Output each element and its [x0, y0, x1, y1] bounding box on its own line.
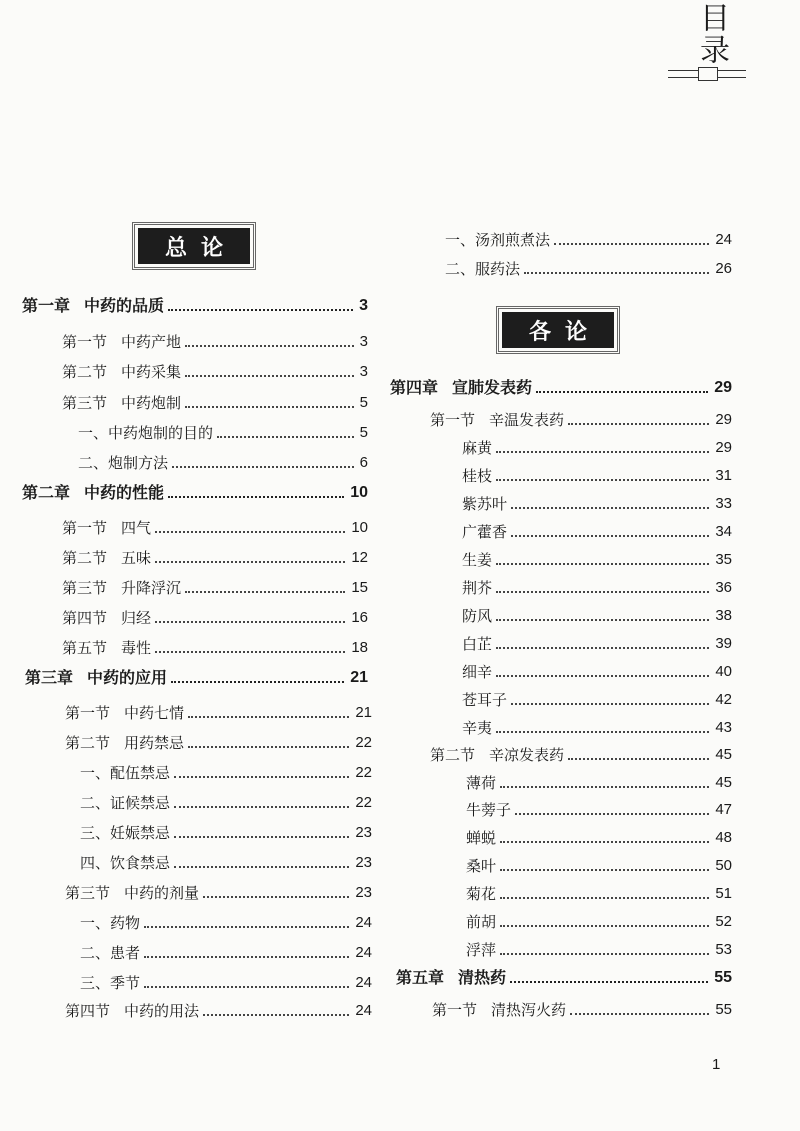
toc-leader-dots: [217, 436, 354, 438]
toc-leader-dots: [185, 591, 345, 593]
toc-entry-number: 第五章: [396, 968, 445, 987]
toc-leader-dots: [510, 981, 708, 983]
toc-leader-dots: [511, 507, 709, 509]
toc-entry-section: [430, 410, 732, 430]
toc-entry-number: 蝉蜕: [466, 829, 497, 847]
toc-leader-dots: [203, 1014, 349, 1016]
toc-entry-label: [62, 578, 185, 598]
toc-entry-page: 35: [715, 551, 732, 568]
toc-leader-dots: [188, 746, 349, 748]
toc-entry-herb: [462, 494, 732, 514]
toc-entry-label: [62, 518, 155, 538]
toc-entry-page: 22: [355, 764, 372, 781]
toc-entry-number: 第三章: [25, 668, 74, 687]
toc-entry-number: 麻黄: [462, 439, 493, 457]
toc-entry-item: [78, 453, 368, 473]
toc-entry-page: 52: [715, 913, 732, 930]
toc-entry-label: [62, 362, 185, 382]
toc-entry-item: [80, 823, 372, 843]
toc-entry-herb: [462, 466, 732, 486]
toc-entry-page: 31: [715, 467, 732, 484]
toc-entry-label: [65, 883, 203, 903]
toc-entry-chapter: [25, 668, 368, 688]
toc-entry-page: 50: [715, 857, 732, 874]
toc-entry-page: 10: [350, 484, 368, 501]
toc-entry-number: 三、妊娠禁忌: [80, 824, 171, 842]
toc-entry-herb: [466, 800, 732, 820]
toc-leader-dots: [496, 451, 709, 453]
toc-entry-number: 二、炮制方法: [78, 454, 169, 472]
toc-entry-herb: [466, 773, 732, 793]
toc-entry-title: 中药采集: [121, 363, 182, 381]
toc-entry-number: 第二章: [22, 483, 71, 502]
toc-entry-title: 宣肺发表药: [452, 378, 533, 397]
toc-entry-title: 升降浮沉: [121, 579, 182, 597]
toc-entry-label: [62, 332, 185, 352]
toc-entry-page: 53: [715, 941, 732, 958]
toc-leader-dots: [185, 375, 354, 377]
toc-entry-number: 一、汤剂煎煮法: [445, 231, 551, 249]
toc-entry-number: 牛蒡子: [466, 801, 512, 819]
toc-entry-number: 第一节: [62, 333, 108, 351]
toc-entry-herb: [462, 438, 732, 458]
badge-general: 总论: [138, 228, 250, 264]
toc-entry-number: 前胡: [466, 913, 497, 931]
toc-entry-label: [80, 793, 174, 813]
toc-leader-dots: [500, 786, 709, 788]
toc-entry-section: [432, 1000, 732, 1020]
toc-entry-page: 26: [715, 260, 732, 277]
title-ornament: [668, 70, 746, 78]
toc-entry-chapter: [396, 968, 732, 988]
toc-entry-label: [80, 763, 174, 783]
toc-leader-dots: [568, 758, 709, 760]
toc-leader-dots: [570, 1013, 709, 1015]
toc-entry-number: 四、饮食禁忌: [80, 854, 171, 872]
toc-entry-page: 16: [351, 609, 368, 626]
toc-leader-dots: [515, 813, 709, 815]
toc-leader-dots: [174, 806, 349, 808]
toc-entry-page: 51: [715, 885, 732, 902]
toc-entry-label: [445, 230, 554, 250]
toc-entry-number: 三、季节: [80, 974, 141, 992]
toc-entry-number: 二、证候禁忌: [80, 794, 171, 812]
toc-entry-label: [466, 856, 500, 876]
toc-entry-herb: [462, 550, 732, 570]
toc-entry-label: [462, 606, 496, 626]
toc-entry-page: 43: [715, 719, 732, 736]
toc-entry-page: 22: [355, 734, 372, 751]
toc-entry-label: [25, 668, 171, 688]
toc-entry-number: 第二节: [65, 734, 111, 752]
toc-entry-number: 苍耳子: [462, 691, 508, 709]
toc-entry-number: 第一节: [62, 519, 108, 537]
toc-leader-dots: [155, 531, 345, 533]
toc-entry-number: 薄荷: [466, 774, 497, 792]
toc-leader-dots: [496, 619, 709, 621]
page-title: 目录: [694, 2, 729, 66]
toc-entry-section: [430, 745, 732, 765]
toc-leader-dots: [144, 956, 349, 958]
toc-entry-number: 菊花: [466, 885, 497, 903]
toc-entry-number: 防风: [462, 607, 493, 625]
toc-leader-dots: [174, 836, 349, 838]
toc-entry-page: 29: [715, 439, 732, 456]
toc-entry-label: [466, 800, 515, 820]
toc-entry-number: 辛夷: [462, 719, 493, 737]
toc-entry-page: 34: [715, 523, 732, 540]
toc-entry-page: 18: [351, 639, 368, 656]
toc-entry-page: 5: [359, 394, 368, 411]
toc-entry-chapter: [22, 296, 368, 316]
toc-entry-page: 10: [351, 519, 368, 536]
toc-entry-number: 桑叶: [466, 857, 497, 875]
toc-entry-section: [62, 578, 368, 598]
toc-leader-dots: [174, 866, 349, 868]
toc-entry-label: [430, 745, 568, 765]
toc-entry-page: 3: [359, 297, 368, 314]
toc-entry-herb: [466, 884, 732, 904]
toc-entry-page: 40: [715, 663, 732, 680]
toc-leader-dots: [496, 675, 709, 677]
toc-entry-herb: [462, 718, 732, 738]
toc-entry-page: 36: [715, 579, 732, 596]
toc-leader-dots: [174, 776, 349, 778]
toc-leader-dots: [155, 561, 345, 563]
toc-entry-page: 15: [351, 579, 368, 596]
toc-entry-label: [462, 634, 496, 654]
toc-entry-label: [78, 453, 172, 473]
toc-entry-page: 29: [714, 379, 732, 396]
toc-entry-number: 二、服药法: [445, 260, 521, 278]
toc-entry-label: [462, 550, 496, 570]
toc-entry-number: 第一节: [65, 704, 111, 722]
toc-entry-page: 3: [359, 333, 368, 350]
toc-entry-label: [462, 466, 496, 486]
toc-entry-number: 第三节: [65, 884, 111, 902]
toc-entry-label: [65, 703, 188, 723]
toc-entry-label: [390, 378, 536, 398]
toc-leader-dots: [500, 897, 709, 899]
toc-entry-label: [466, 912, 500, 932]
toc-entry-section: [62, 518, 368, 538]
toc-entry-page: 47: [715, 801, 732, 818]
toc-leader-dots: [554, 243, 709, 245]
toc-entry-label: [462, 690, 511, 710]
toc-entry-section: [62, 362, 368, 382]
toc-entry-number: 白芷: [462, 635, 493, 653]
toc-entry-page: 45: [715, 746, 732, 763]
toc-entry-number: 第四节: [62, 609, 108, 627]
toc-leader-dots: [185, 345, 354, 347]
toc-entry-label: [466, 884, 500, 904]
toc-entry-section: [62, 638, 368, 658]
toc-entry-title: 用药禁忌: [124, 734, 185, 752]
toc-entry-label: [80, 823, 174, 843]
toc-entry-section: [62, 608, 368, 628]
toc-entry-label: [445, 259, 524, 279]
toc-entry-title: 中药的用法: [124, 1002, 200, 1020]
toc-leader-dots: [500, 953, 709, 955]
toc-entry-title: 毒性: [121, 639, 152, 657]
toc-entry-page: 55: [714, 969, 732, 986]
toc-entry-section: [65, 733, 372, 753]
toc-entry-item: [80, 793, 372, 813]
toc-entry-label: [462, 522, 511, 542]
toc-leader-dots: [155, 621, 345, 623]
toc-leader-dots: [500, 925, 709, 927]
toc-entry-page: 45: [715, 774, 732, 791]
toc-entry-herb: [462, 578, 732, 598]
toc-entry-chapter: [390, 378, 732, 398]
toc-entry-number: 第一节: [430, 411, 476, 429]
toc-entry-label: [65, 733, 188, 753]
toc-entry-label: [466, 773, 500, 793]
toc-entry-label: [462, 718, 496, 738]
toc-leader-dots: [144, 926, 349, 928]
toc-entry-number: 第二节: [62, 549, 108, 567]
toc-entry-page: 23: [355, 854, 372, 871]
toc-entry-label: [62, 638, 155, 658]
toc-entry-number: 第五节: [62, 639, 108, 657]
toc-entry-number: 二、患者: [80, 944, 141, 962]
toc-entry-number: 第二节: [430, 746, 476, 764]
toc-entry-label: [466, 940, 500, 960]
toc-entry-number: 细辛: [462, 663, 493, 681]
toc-entry-title: 归经: [121, 609, 152, 627]
toc-entry-number: 一、中药炮制的目的: [78, 424, 214, 442]
toc-entry-item: [80, 853, 372, 873]
toc-entry-page: 24: [355, 1002, 372, 1019]
toc-leader-dots: [155, 651, 345, 653]
toc-entry-herb: [466, 856, 732, 876]
toc-entry-herb: [462, 606, 732, 626]
toc-entry-title: 中药产地: [121, 333, 182, 351]
toc-entry-page: 21: [350, 669, 368, 686]
toc-leader-dots: [185, 406, 354, 408]
toc-entry-title: 四气: [121, 519, 152, 537]
toc-leader-dots: [500, 841, 709, 843]
toc-entry-item: [445, 259, 732, 279]
toc-leader-dots: [500, 869, 709, 871]
toc-entry-label: [78, 423, 217, 443]
toc-leader-dots: [524, 272, 709, 274]
toc-entry-chapter: [22, 483, 368, 503]
toc-entry-title: 五味: [121, 549, 152, 567]
toc-entry-number: 第二节: [62, 363, 108, 381]
toc-entry-label: [80, 853, 174, 873]
toc-entry-item: [80, 943, 372, 963]
toc-entry-page: 21: [355, 704, 372, 721]
toc-entry-page: 55: [715, 1001, 732, 1018]
toc-leader-dots: [144, 986, 349, 988]
toc-entry-label: [466, 828, 500, 848]
toc-entry-number: 第三节: [62, 579, 108, 597]
toc-leader-dots: [536, 391, 708, 393]
toc-entry-herb: [462, 690, 732, 710]
toc-entry-item: [80, 973, 372, 993]
toc-leader-dots: [496, 479, 709, 481]
toc-entry-item: [80, 913, 372, 933]
toc-entry-label: [432, 1000, 570, 1020]
toc-entry-title: 中药的品质: [84, 296, 165, 315]
toc-entry-herb: [466, 912, 732, 932]
toc-entry-herb: [462, 662, 732, 682]
toc-entry-number: 第一章: [22, 296, 71, 315]
toc-entry-title: 清热泻火药: [491, 1001, 567, 1019]
toc-entry-label: [462, 438, 496, 458]
toc-entry-title: 中药的性能: [84, 483, 165, 502]
toc-entry-item: [445, 230, 732, 250]
toc-entry-number: 生姜: [462, 551, 493, 569]
toc-entry-herb: [466, 828, 732, 848]
toc-entry-label: [80, 913, 144, 933]
toc-entry-herb: [462, 522, 732, 542]
toc-entry-label: [62, 608, 155, 628]
toc-entry-section: [65, 1001, 372, 1021]
toc-entry-title: 辛温发表药: [489, 411, 565, 429]
toc-entry-number: 第三节: [62, 394, 108, 412]
toc-entry-number: 第四章: [390, 378, 439, 397]
toc-leader-dots: [511, 535, 709, 537]
toc-entry-number: 广藿香: [462, 523, 508, 541]
toc-leader-dots: [171, 681, 344, 683]
toc-leader-dots: [568, 423, 709, 425]
toc-entry-section: [62, 393, 368, 413]
toc-entry-number: 第四节: [65, 1002, 111, 1020]
toc-entry-page: 24: [355, 944, 372, 961]
toc-entry-page: 3: [359, 363, 368, 380]
toc-entry-label: [80, 943, 144, 963]
toc-entry-page: 24: [355, 974, 372, 991]
toc-entry-label: [62, 393, 185, 413]
toc-entry-label: [430, 410, 568, 430]
toc-entry-page: 24: [715, 231, 732, 248]
toc-leader-dots: [188, 716, 349, 718]
toc-entry-section: [62, 548, 368, 568]
toc-entry-herb: [466, 940, 732, 960]
toc-leader-dots: [168, 496, 344, 498]
toc-leader-dots: [496, 647, 709, 649]
toc-entry-page: 33: [715, 495, 732, 512]
toc-entry-section: [62, 332, 368, 352]
toc-entry-number: 第一节: [432, 1001, 478, 1019]
toc-leader-dots: [168, 309, 353, 311]
toc-entry-title: 中药的剂量: [124, 884, 200, 902]
toc-leader-dots: [511, 703, 709, 705]
toc-entry-item: [80, 763, 372, 783]
page-number: 1: [712, 1056, 721, 1073]
toc-entry-page: 22: [355, 794, 372, 811]
toc-entry-label: [462, 578, 496, 598]
toc-entry-page: 12: [351, 549, 368, 566]
toc-entry-page: 39: [715, 635, 732, 652]
toc-entry-number: 荆芥: [462, 579, 493, 597]
toc-entry-title: 辛凉发表药: [489, 746, 565, 764]
toc-entry-label: [462, 494, 511, 514]
toc-entry-page: 23: [355, 884, 372, 901]
toc-entry-number: 一、药物: [80, 914, 141, 932]
toc-entry-page: 48: [715, 829, 732, 846]
toc-entry-item: [78, 423, 368, 443]
toc-entry-page: 38: [715, 607, 732, 624]
toc-entry-page: 6: [359, 454, 368, 471]
toc-entry-page: 42: [715, 691, 732, 708]
toc-entry-label: [396, 968, 510, 988]
badge-specific: 各论: [502, 312, 614, 348]
toc-entry-section: [65, 703, 372, 723]
toc-leader-dots: [172, 466, 354, 468]
toc-leader-dots: [496, 563, 709, 565]
toc-entry-label: [80, 973, 144, 993]
toc-leader-dots: [496, 731, 709, 733]
toc-entry-title: 清热药: [458, 968, 507, 987]
toc-entry-number: 桂枝: [462, 467, 493, 485]
toc-entry-page: 23: [355, 824, 372, 841]
toc-entry-title: 中药七情: [124, 704, 185, 722]
toc-entry-label: [22, 296, 168, 316]
toc-entry-page: 5: [359, 424, 368, 441]
toc-entry-page: 29: [715, 411, 732, 428]
toc-entry-label: [462, 662, 496, 682]
toc-entry-label: [22, 483, 168, 503]
toc-entry-section: [65, 883, 372, 903]
toc-entry-page: 24: [355, 914, 372, 931]
toc-entry-label: [62, 548, 155, 568]
toc-entry-herb: [462, 634, 732, 654]
toc-entry-title: 中药炮制: [121, 394, 182, 412]
toc-leader-dots: [203, 896, 349, 898]
toc-entry-number: 浮萍: [466, 941, 497, 959]
toc-entry-title: 中药的应用: [87, 668, 168, 687]
toc-entry-number: 一、配伍禁忌: [80, 764, 171, 782]
toc-entry-label: [65, 1001, 203, 1021]
toc-entry-number: 紫苏叶: [462, 495, 508, 513]
toc-leader-dots: [496, 591, 709, 593]
